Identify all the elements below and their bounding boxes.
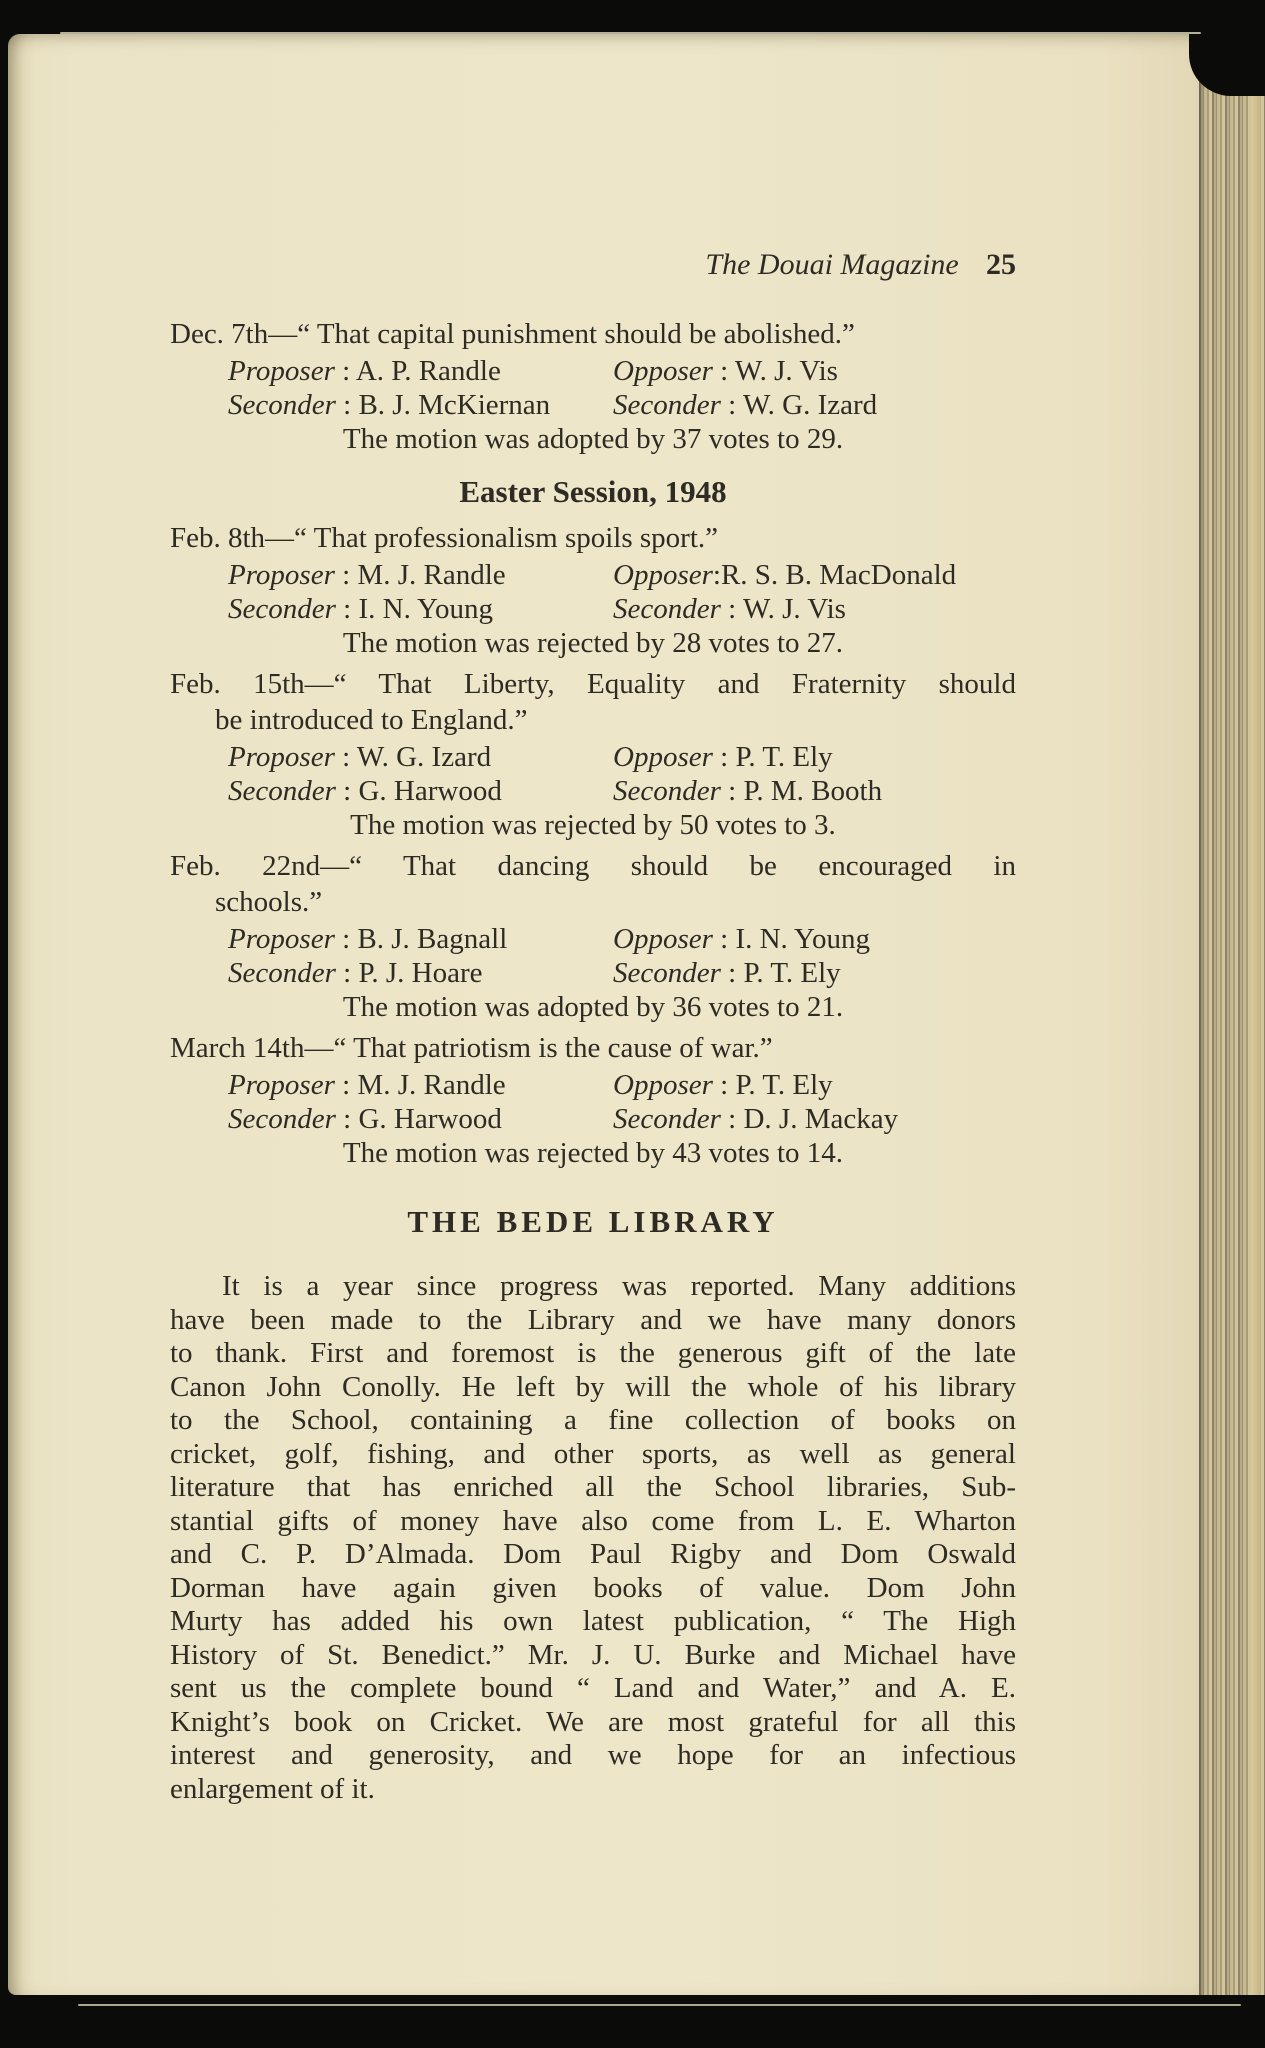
motion-result: The motion was rejected by 43 votes to 14. — [342, 1137, 844, 1169]
seconder-cell — [613, 774, 1016, 808]
motion-result: The motion was adopted by 36 votes to 21. — [342, 991, 844, 1023]
proposer-name: : M. J. Randle — [334, 1069, 506, 1101]
opposer-name: : W. J. Vis — [712, 355, 838, 387]
opposer-name: : P. T. Ely — [712, 1069, 833, 1101]
seconder-label: Seconder — [228, 1103, 336, 1135]
paragraph-line: stantial gifts of money have also come from L. E. Wharton — [170, 1504, 1016, 1537]
paragraph-line: enlargement of it. — [170, 1772, 375, 1805]
seconder-cell — [228, 1102, 613, 1136]
proposer-cell — [228, 354, 613, 388]
opposer-label: Opposer — [613, 355, 713, 387]
paragraph-line: to the School, containing a fine collection of books on — [170, 1404, 1016, 1436]
page-content — [170, 34, 1016, 1806]
proposer-cell — [228, 922, 613, 956]
opposer-cell — [613, 740, 1016, 774]
seconder-label: Seconder — [613, 957, 721, 989]
motion-result: The motion was rejected by 28 votes to 27. — [342, 627, 844, 659]
seconder-cell — [613, 956, 1016, 990]
motion-result: The motion was adopted by 37 votes to 29. — [342, 423, 844, 455]
bede-paragraph — [170, 1270, 1016, 1806]
running-header — [170, 248, 1016, 282]
seconder-name: : I. N. Young — [335, 593, 494, 625]
paragraph-line: Canon John Conolly. He left by will the whole of his library — [170, 1370, 1016, 1403]
seconder-row — [170, 592, 1016, 626]
proposer-label: Proposer — [228, 923, 335, 955]
paragraph-line: have been made to the Library and we have many donors — [170, 1303, 1016, 1336]
paragraph-line: cricket, golf, fishing, and other sports, as well as general — [170, 1437, 1016, 1470]
opposer-cell — [613, 922, 1016, 956]
seconder-name: : W. J. Vis — [720, 593, 846, 625]
proposer-label: Proposer — [228, 355, 335, 387]
magazine-page — [8, 34, 1199, 1995]
proposer-row — [170, 354, 1016, 388]
debate-entry-dec-7 — [170, 316, 1016, 456]
seconder-label: Seconder — [613, 389, 721, 421]
proposer-cell — [228, 740, 613, 774]
seconder-label: Seconder — [613, 593, 721, 625]
seconder-name: : B. J. McKiernan — [335, 389, 551, 421]
proposer-row — [170, 922, 1016, 956]
proposer-label: Proposer — [228, 1069, 335, 1101]
seconder-name: : W. G. Izard — [720, 389, 878, 421]
paragraph-line: It is a year since progress was reported. Many additions — [222, 1270, 1016, 1302]
seconder-name: : D. J. Mackay — [720, 1103, 899, 1135]
motion-text-continued: schools.” — [215, 886, 323, 918]
motion-text: Feb. 15th—“ That Liberty, Equality and Fraternity should — [170, 668, 1016, 700]
seconder-cell — [228, 774, 613, 808]
paragraph-line: interest and generosity, and we hope for an infectious — [170, 1739, 1016, 1771]
book-cover-bottom-edge — [0, 1995, 1265, 2048]
proposer-row — [170, 1068, 1016, 1102]
opposer-name: :R. S. B. MacDonald — [712, 559, 957, 591]
proposer-name: : A. P. Randle — [334, 355, 501, 387]
debate-entry-feb-8 — [170, 520, 1016, 660]
debate-entry-feb-22 — [170, 848, 1016, 1024]
opposer-name: : P. T. Ely — [712, 741, 833, 773]
opposer-cell — [613, 354, 1016, 388]
seconder-label: Seconder — [613, 775, 721, 807]
proposer-row — [170, 740, 1016, 774]
motion-text: March 14th—“ That patriotism is the cause of war.” — [170, 1032, 773, 1064]
proposer-name: : M. J. Randle — [334, 559, 506, 591]
paragraph-line: literature that has enriched all the School libraries, Sub- — [170, 1471, 1016, 1503]
motion-text-continued: be introduced to England.” — [215, 704, 528, 736]
proposer-cell — [228, 558, 613, 592]
opposer-cell — [613, 1068, 1016, 1102]
motion-text: Feb. 8th—“ That professionalism spoils sport.” — [170, 522, 718, 554]
seconder-name: : G. Harwood — [335, 1103, 502, 1135]
motion-text: Dec. 7th—“ That capital punishment should be abolished.” — [170, 318, 855, 350]
seconder-label: Seconder — [613, 1103, 721, 1135]
opposer-cell — [613, 558, 1016, 592]
seconder-cell — [228, 388, 613, 422]
motion-result: The motion was rejected by 50 votes to 3. — [350, 809, 836, 841]
motion-text: Feb. 22nd—“ That dancing should be encouraged in — [170, 850, 1016, 882]
seconder-row — [170, 388, 1016, 422]
seconder-label: Seconder — [228, 775, 336, 807]
proposer-name: : W. G. Izard — [334, 741, 492, 773]
magazine-title: The Douai Magazine — [705, 248, 959, 281]
session-heading: Easter Session, 1948 — [459, 474, 727, 509]
seconder-name: : P. M. Booth — [720, 775, 883, 807]
page-number: 25 — [986, 248, 1016, 281]
paragraph-line: and C. P. D’Almada. Dom Paul Rigby and Dom Oswald — [170, 1538, 1016, 1570]
opposer-name: : I. N. Young — [712, 923, 871, 955]
paragraph-line: to thank. First and foremost is the generous gift of the late — [170, 1337, 1016, 1369]
opposer-label: Opposer — [613, 1069, 713, 1101]
seconder-cell — [228, 592, 613, 626]
debate-entry-feb-15 — [170, 666, 1016, 842]
opposer-label: Opposer — [613, 741, 713, 773]
book-cover-top-edge — [0, 0, 1265, 34]
seconder-row — [170, 956, 1016, 990]
proposer-label: Proposer — [228, 559, 335, 591]
proposer-cell — [228, 1068, 613, 1102]
seconder-name: : P. T. Ely — [720, 957, 841, 989]
paragraph-line: sent us the complete bound “ Land and Water,” and A. E. — [170, 1672, 1016, 1704]
seconder-cell — [613, 1102, 1016, 1136]
seconder-cell — [613, 592, 1016, 626]
book-fore-edge-outer — [1251, 0, 1261, 2048]
paragraph-line: Dorman have again given books of value. Dom John — [170, 1571, 1016, 1604]
seconder-row — [170, 1102, 1016, 1136]
proposer-row — [170, 558, 1016, 592]
seconder-label: Seconder — [228, 957, 336, 989]
paragraph-line: History of St. Benedict.” Mr. J. U. Burke and Michael have — [170, 1638, 1016, 1671]
opposer-label: Opposer — [613, 923, 713, 955]
seconder-label: Seconder — [228, 593, 336, 625]
seconder-name: : G. Harwood — [335, 775, 502, 807]
article-heading: THE BEDE LIBRARY — [407, 1204, 779, 1239]
opposer-label: Opposer — [613, 559, 713, 591]
page-bottom-edge-highlight — [78, 2004, 1241, 2006]
paragraph-line: Knight’s book on Cricket. We are most grateful for all this — [170, 1705, 1016, 1738]
seconder-cell — [613, 388, 1016, 422]
proposer-label: Proposer — [228, 741, 335, 773]
seconder-label: Seconder — [228, 389, 336, 421]
page-top-edge-highlight — [60, 32, 1201, 34]
debate-entry-march-14 — [170, 1030, 1016, 1170]
proposer-name: : B. J. Bagnall — [334, 923, 508, 955]
paragraph-line: Murty has added his own latest publication, “ The High — [170, 1605, 1016, 1637]
seconder-name: : P. J. Hoare — [335, 957, 483, 989]
seconder-cell — [228, 956, 613, 990]
seconder-row — [170, 774, 1016, 808]
